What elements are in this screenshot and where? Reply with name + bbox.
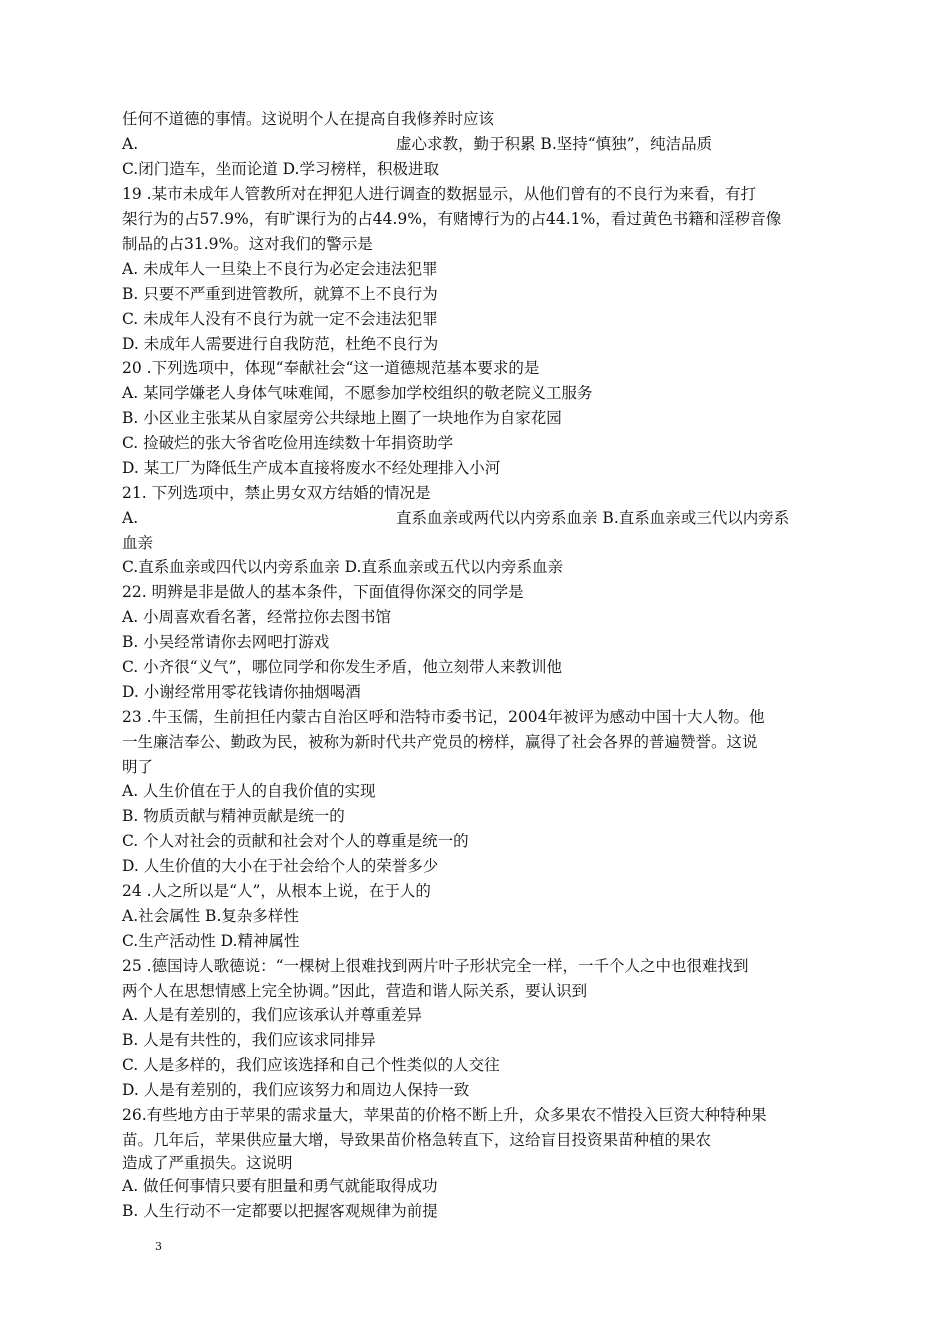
question-21: 21. 下列选项中，禁止男女双方结婚的情况是: [122, 484, 431, 502]
text-line: 两个人在思想情感上完全协调。”因此，营造和谐人际关系，要认识到: [122, 982, 588, 1000]
option-line: D. 人是有差别的，我们应该努力和周边人保持一致: [122, 1081, 470, 1099]
option-line: B. 小区业主张某从自家屋旁公共绿地上圈了一块地作为自家花园: [122, 409, 562, 427]
option-row: [122, 133, 713, 155]
text-line: 一生廉洁奉公、勤政为民，被称为新时代共产党员的榜样，赢得了社会各界的普遍赞誉。这说: [122, 733, 758, 751]
text-line: 血亲: [122, 534, 154, 552]
question-25: 25 .德国诗人歌德说：“一棵树上很难找到两片叶子形状完全一样，一千个人之中也很难找到: [122, 957, 749, 975]
option-line: A. 未成年人一旦染上不良行为必定会违法犯罪: [122, 260, 438, 278]
option-line: B. 物质贡献与精神贡献是统一的: [122, 807, 345, 825]
option-line: D. 未成年人需要进行自我防范，杜绝不良行为: [122, 335, 439, 353]
option-label: A.: [122, 135, 139, 153]
option-line: A. 某同学嫌老人身体气味难闻，不愿参加学校组织的敬老院义工服务: [122, 384, 593, 402]
option-line: A. 做任何事情只要有胆量和勇气就能取得成功: [122, 1177, 438, 1195]
option-line: B. 只要不严重到进管教所，就算不上不良行为: [122, 285, 438, 303]
text-line: 架行为的占57.9%，有旷课行为的占44.9%，有赌博行为的占44.1%，看过黄色书籍和淫秽音像: [122, 210, 782, 228]
text-line: 任何不道德的事情。这说明个人在提高自我修养时应该: [122, 110, 495, 128]
text-line: C.直系血亲或四代以内旁系血亲 D.直系血亲或五代以内旁系血亲: [122, 558, 563, 576]
question-26: 26.有些地方由于苹果的需求量大，苹果苗的价格不断上升，众多果农不惜投入巨资大种特种果: [122, 1106, 767, 1124]
option-line: A. 人生价值在于人的自我价值的实现: [122, 782, 376, 800]
option-line: A. 人是有差别的，我们应该承认并尊重差异: [122, 1006, 423, 1024]
option-line: C. 捡破烂的张大爷省吃俭用连续数十年捐资助学: [122, 434, 454, 452]
question-22: 22. 明辨是非是做人的基本条件，下面值得你深交的同学是: [122, 583, 524, 601]
option-label: A.: [122, 509, 139, 527]
option-row: [122, 507, 790, 529]
option-text: 直系血亲或两代以内旁系血亲 B.直系血亲或三代以内旁系: [396, 509, 790, 527]
option-line: B. 人是有共性的，我们应该求同排异: [122, 1031, 376, 1049]
text-line: 明了: [122, 758, 154, 776]
option-line: D. 小谢经常用零花钱请你抽烟喝酒: [122, 683, 361, 701]
question-23: 23 .牛玉儒，生前担任内蒙古自治区呼和浩特市委书记，2004年被评为感动中国十大人物。他: [122, 708, 765, 726]
option-line: C.生产活动性 D.精神属性: [122, 932, 300, 950]
text-line: 造成了严重损失。这说明: [122, 1154, 293, 1172]
page-number: 3: [155, 1240, 162, 1253]
text-line: 苗。几年后，苹果供应量大增，导致果苗价格急转直下，这给盲目投资果苗种植的果农: [122, 1131, 712, 1149]
option-line: C. 人是多样的，我们应该选择和自己个性类似的人交往: [122, 1056, 500, 1074]
option-line: B. 小吴经常请你去网吧打游戏: [122, 633, 330, 651]
option-line: D. 某工厂为降低生产成本直接将废水不经处理排入小河: [122, 459, 501, 477]
question-24: 24 .人之所以是“人”，从根本上说，在于人的: [122, 882, 431, 900]
option-line: D. 人生价值的大小在于社会给个人的荣誉多少: [122, 857, 439, 875]
option-line: C. 未成年人没有不良行为就一定不会违法犯罪: [122, 310, 438, 328]
text-line: 制品的占31.9%。这对我们的警示是: [122, 235, 373, 253]
option-line: A. 小周喜欢看名著，经常拉你去图书馆: [122, 608, 392, 626]
text-line: C.闭门造车，坐而论道 D.学习榜样，积极进取: [122, 160, 439, 178]
question-19: 19 .某市未成年人管教所对在押犯人进行调查的数据显示，从他们曾有的不良行为来看，有打: [122, 185, 757, 203]
question-20: 20 .下列选项中，体现“奉献社会“这一道德规范基本要求的是: [122, 359, 540, 377]
option-line: C. 个人对社会的贡献和社会对个人的尊重是统一的: [122, 832, 469, 850]
option-line: A.社会属性 B.复杂多样性: [122, 907, 299, 925]
option-line: B. 人生行动不一定都要以把握客观规律为前提: [122, 1202, 438, 1220]
option-text: 虚心求教，勤于积累 B.坚持“慎独”，纯洁品质: [396, 135, 713, 153]
option-line: C. 小齐很“义气”，哪位同学和你发生矛盾，他立刻带人来教训他: [122, 658, 563, 676]
